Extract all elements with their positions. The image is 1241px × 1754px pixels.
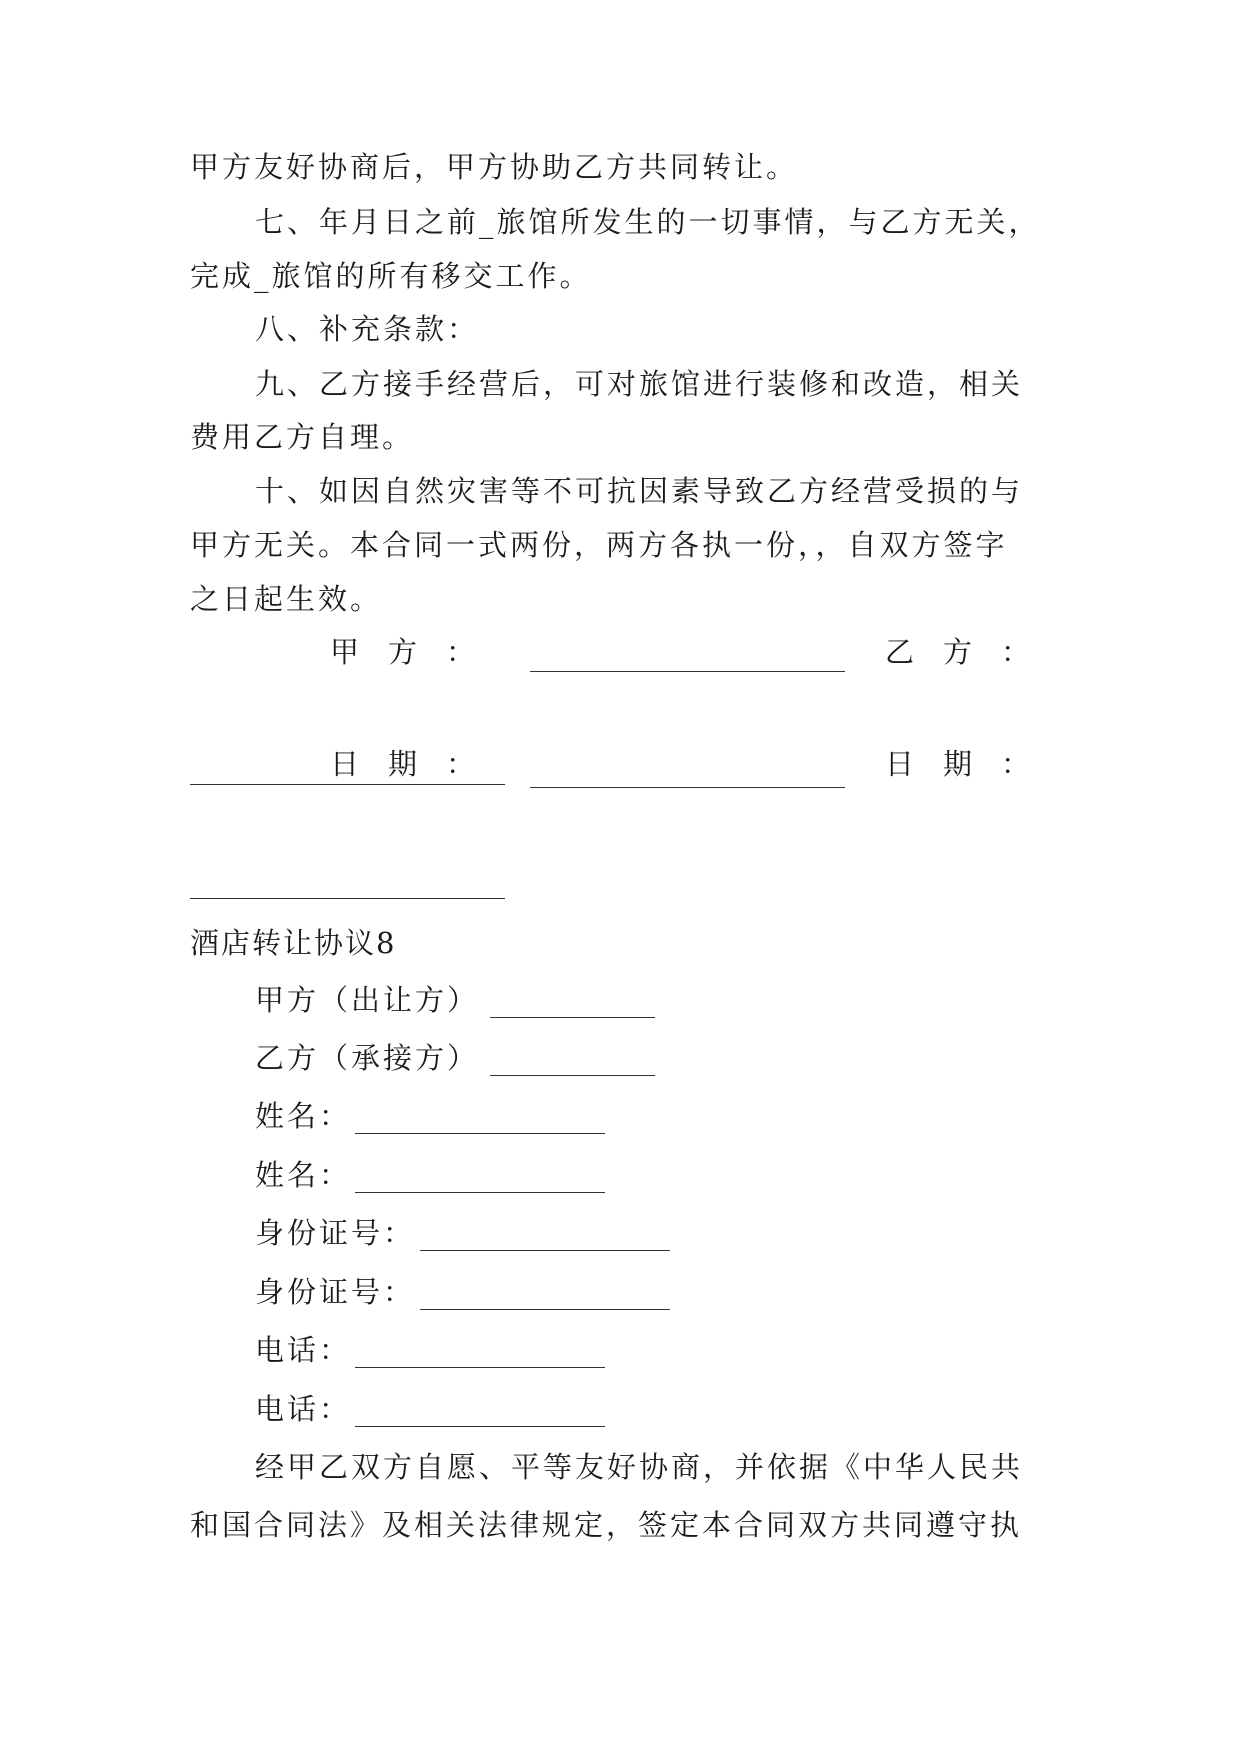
date-a-blank[interactable] (530, 786, 845, 788)
closing-paragraph-line: 和国合同法》及相关法律规定，签定本合同双方共同遵守执 (190, 1508, 1023, 1542)
phone-field-blank[interactable] (355, 1366, 605, 1368)
clause-seven-line: 七、年月日之前_旅馆所发生的一切事情，与乙方无关， (255, 205, 1041, 239)
clause-nine-line: 九、乙方接手经营后，可对旅馆进行装修和改造，相关 (255, 367, 1024, 401)
party-b-field-label: 乙方（承接方） (255, 1041, 480, 1075)
paragraph-line: 完成_旅馆的所有移交工作。 (190, 259, 592, 293)
section-title: 酒店转让协议8 (190, 926, 397, 960)
paragraph-line: 费用乙方自理。 (190, 420, 415, 454)
party-a-field-blank[interactable] (490, 1016, 655, 1018)
id-number-field-blank[interactable] (420, 1308, 670, 1310)
name-field-label: 姓名： (255, 1158, 352, 1192)
party-a-signature-blank[interactable] (530, 670, 845, 672)
party-b-signature-label: 乙 方 ： (885, 635, 1031, 669)
paragraph-line: 之日起生效。 (190, 582, 383, 616)
paragraph-line: 甲方友好协商后，甲方协助乙方共同转让。 (190, 150, 799, 184)
party-a-field-label: 甲方（出让方） (255, 983, 480, 1017)
phone-field-label: 电话： (255, 1333, 352, 1367)
id-number-field-label: 身份证号： (255, 1216, 416, 1250)
date-b-blank[interactable] (190, 897, 505, 899)
phone-field-label: 电话： (255, 1392, 352, 1426)
closing-paragraph-line: 经甲乙双方自愿、平等友好协商，并依据《中华人民共 (255, 1450, 1024, 1484)
paragraph-line: 甲方无关。本合同一式两份，两方各执一份，，自双方签字 (190, 528, 1008, 562)
date-b-label: 日 期 ： (885, 747, 1031, 781)
party-b-field-blank[interactable] (490, 1074, 655, 1076)
phone-field-blank[interactable] (355, 1425, 605, 1427)
id-number-field-blank[interactable] (420, 1249, 670, 1251)
date-a-label: 日 期 ： (330, 747, 476, 781)
clause-ten-line: 十、如因自然灾害等不可抗因素导致乙方经营受损的与 (255, 474, 1024, 508)
clause-eight-line: 八、补充条款： (255, 312, 480, 346)
name-field-blank[interactable] (355, 1132, 605, 1134)
id-number-field-label: 身份证号： (255, 1275, 416, 1309)
name-field-blank[interactable] (355, 1191, 605, 1193)
party-a-signature-label: 甲 方 ： (330, 635, 476, 669)
name-field-label: 姓名： (255, 1099, 352, 1133)
